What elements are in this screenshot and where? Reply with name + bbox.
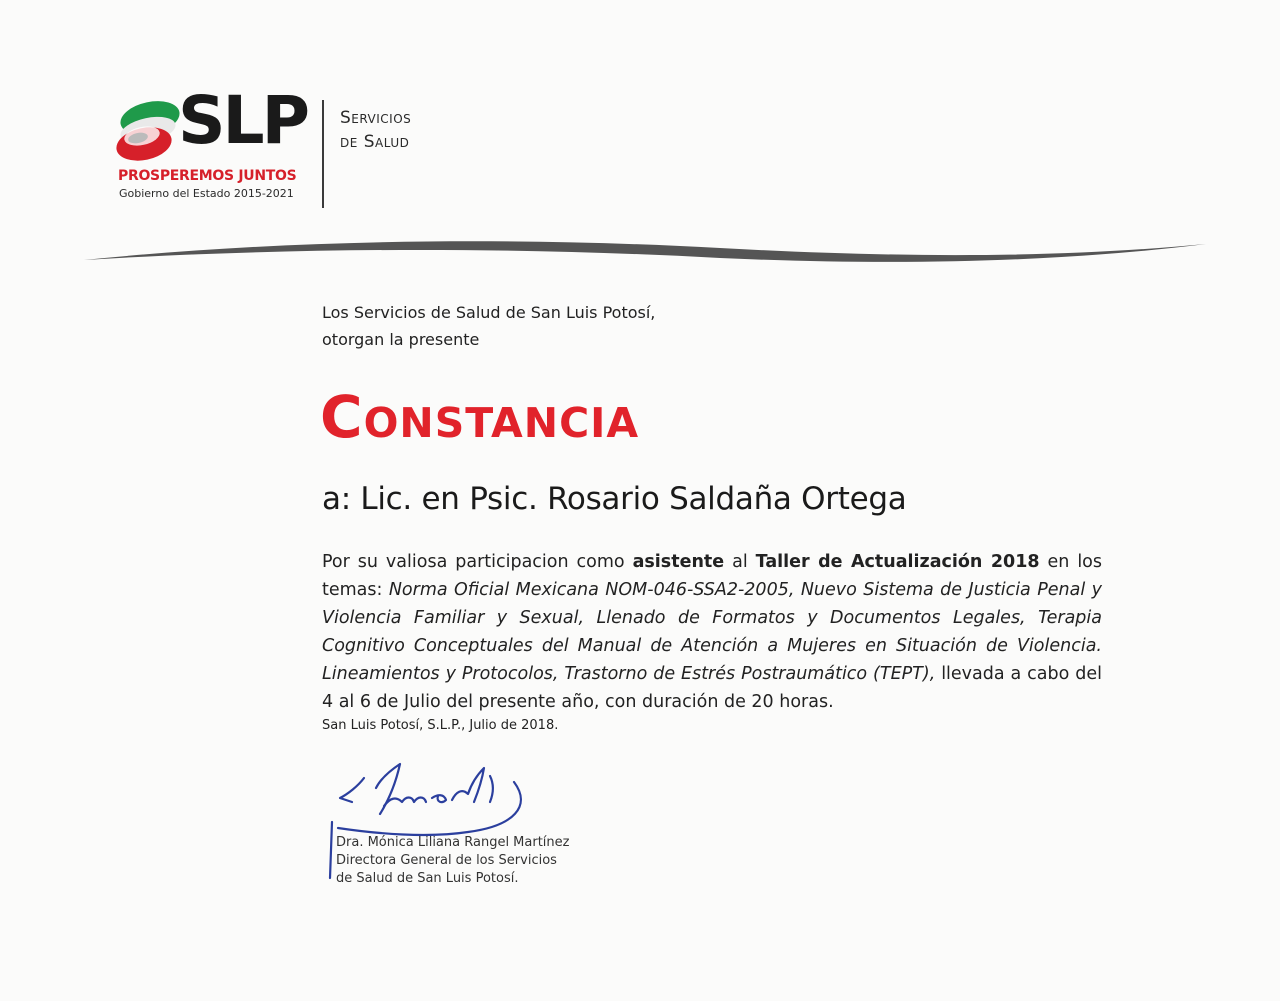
recipient-name: a: Lic. en Psic. Rosario Saldaña Ortega [322,481,907,517]
place-and-date: San Luis Potosí, S.L.P., Julio de 2018. [322,718,559,733]
decorative-swoosh [80,236,1210,276]
body-part-4: llevada a cabo del 4 al 6 de Julio del presente año, con duración de 20 horas. [322,664,1102,712]
workshop-name: Taller de Actualización 2018 [755,552,1040,572]
slp-wordmark: SLP [178,82,307,159]
participant-role: asistente [632,552,725,572]
slp-logo [112,82,312,212]
slp-tricolor-mark-icon [112,96,182,166]
slogan: PROSPEREMOS JUNTOS [118,168,297,184]
department-name [340,106,411,154]
header-divider [322,100,324,208]
intro-text [322,299,655,353]
body-part-3: en los temas: [322,552,1103,600]
signer-block [336,834,569,888]
certificate-body [322,548,1102,716]
certificate-title: Constancia [320,383,640,451]
intro-line-1: Los Servicios de Salud de San Luis Potosí, [322,303,656,322]
body-part-2: al [724,552,756,572]
body-part-1: Por su valiosa participacion como [322,552,633,572]
signer-name: Dra. Mónica Liliana Rangel Martínez [336,835,570,850]
intro-line-2: otorgan la presente [322,330,480,349]
signer-position-line-2: de Salud de San Luis Potosí. [336,871,519,886]
signer-position-line-1: Directora General de los Servicios [336,853,557,868]
department-line-1: Servicios [340,108,412,128]
government-term: Gobierno del Estado 2015-2021 [119,187,294,200]
department-line-2: de Salud [340,132,410,152]
workshop-topics: Norma Oficial Mexicana NOM-046-SSA2-2005, Nuevo Sistema de Justicia Penal y Violencia Familiar y Sexual, Llenado de Formatos y Documentos Legales, Terapia Cognitivo Conceptuales del Manual de Atención a Mujeres en Situación de Violencia. Lineamientos y Protocolos, Trastorno de Estrés Postraumático (TEPT), [322,580,1102,684]
